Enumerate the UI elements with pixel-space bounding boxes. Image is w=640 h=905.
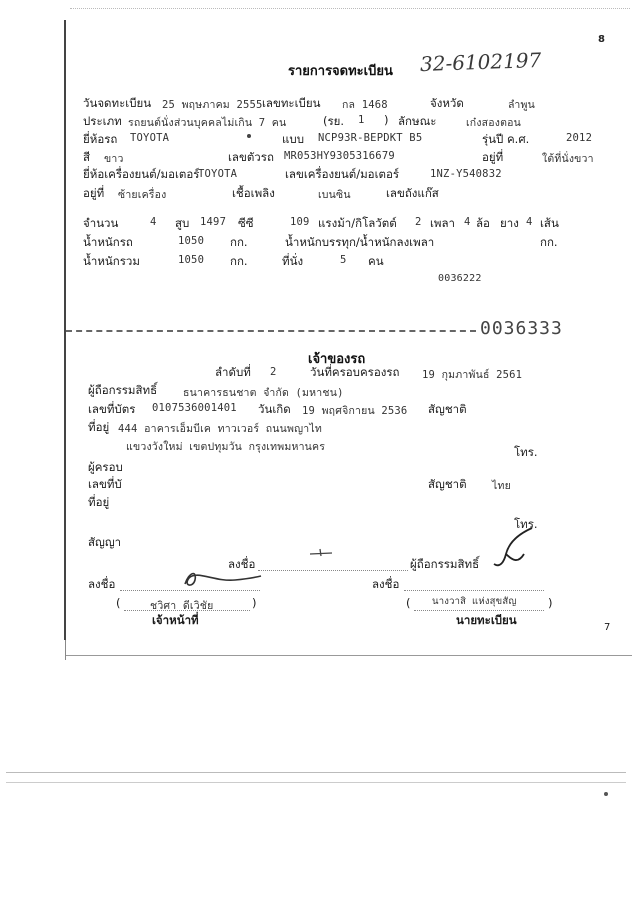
- wheel-label: ล้อ: [476, 216, 490, 230]
- holder-value: ธนาคารธนชาต จำกัด (มหาชน): [183, 387, 344, 399]
- sign-label-mid: ลงชื่อ: [228, 557, 256, 571]
- owner-title: เจ้าของรถ: [308, 352, 366, 367]
- holder-sign-label: ผู้ถือกรรมสิทธิ์: [410, 557, 480, 571]
- possessor-label: ผู้ครอบ: [88, 460, 123, 474]
- registrar-paren-close: ): [548, 596, 553, 610]
- contract-label: สัญญา: [88, 535, 122, 549]
- registrar-name-line: [414, 610, 544, 611]
- officer-paren-open: (: [116, 596, 121, 610]
- registrar-title: นายทะเบียน: [456, 613, 517, 627]
- engine-pos-value: ซ้ายเครื่อง: [118, 189, 167, 201]
- count-value: 4: [150, 216, 157, 228]
- speck-bottom: [604, 792, 608, 796]
- rs-label: (รย.: [323, 114, 345, 128]
- total-label: น้ำหนักรวม: [83, 254, 140, 268]
- date-label: วันจดทะเบียน: [83, 96, 152, 110]
- weight-value: 1050: [178, 235, 205, 247]
- sign-label-left2: ลงชื่อ: [88, 577, 116, 591]
- sign-label-right2: ลงชื่อ: [372, 577, 400, 591]
- address-line2: แขวงวังใหม่ เขตปทุมวัน กรุงเทพมหานคร: [126, 441, 326, 453]
- year-label: รุ่นปี ค.ศ.: [482, 132, 530, 146]
- section-divider: [66, 330, 476, 332]
- address2-label: ที่อยู่: [88, 495, 110, 509]
- mid-scribble: [308, 546, 338, 560]
- possessor-id-label: เลขที่บั: [88, 477, 122, 491]
- holder-signature: [488, 524, 538, 576]
- chassis-pos-label: อยู่ที่: [482, 150, 504, 164]
- total-unit: กก.: [230, 254, 248, 268]
- nationality2-value: ไทย: [492, 480, 511, 492]
- possession-label: วันที่ครอบครองรถ: [310, 365, 400, 379]
- officer-title: เจ้าหน้าที่: [152, 613, 199, 627]
- cyl-label: สูบ: [175, 216, 190, 230]
- lower-faint-line: [6, 772, 626, 773]
- color-label: สี: [83, 150, 91, 164]
- address-line1: 444 อาคารเอ็มบีเค ทาวเวอร์ ถนนพญาไท: [118, 423, 323, 435]
- page-number: 7: [604, 622, 611, 633]
- seq-label: ลำดับที่: [215, 365, 251, 379]
- nationality2-label: สัญชาติ: [428, 477, 467, 491]
- tire-label: ยาง: [500, 216, 519, 230]
- engine-no-value: 1NZ-Y540832: [430, 168, 502, 180]
- axle-value: 2: [415, 216, 422, 228]
- engine-pos-label: อยู่ที่: [83, 186, 105, 200]
- seat-unit: คน: [368, 254, 384, 268]
- total-value: 1050: [178, 254, 205, 266]
- seq-value: 2: [270, 366, 277, 378]
- rs-close: ): [384, 113, 389, 127]
- birth-label: วันเกิด: [258, 402, 291, 416]
- id-label: เลขที่บัตร: [88, 402, 136, 416]
- wheel-value: 4: [464, 216, 471, 228]
- engine-brand-label: ยี่ห้อเครื่องยนต์/มอเตอร์: [83, 167, 200, 181]
- plate-label: เลขทะเบียน: [262, 96, 321, 110]
- load-unit: กก.: [540, 235, 558, 249]
- type-label: ประเภท: [83, 114, 122, 128]
- load-label: น้ำหนักบรรทุก/น้ำหนักลงเพลา: [285, 235, 435, 249]
- tire-unit: เส้น: [540, 216, 559, 230]
- fuel-value: เบนซิน: [318, 189, 351, 201]
- color-value: ขาว: [104, 153, 124, 165]
- seat-label: ที่นั่ง: [282, 254, 304, 268]
- model-label: แบบ: [282, 132, 305, 146]
- engine-brand-value: TOYOTA: [198, 168, 238, 180]
- officer-paren-close: ): [252, 596, 257, 610]
- chassis-value: MR053HY9305316679: [284, 150, 395, 162]
- brand-label: ยี่ห้อรถ: [83, 132, 118, 146]
- birth-value: 19 พฤศจิกายน 2536: [302, 405, 408, 417]
- style-label: ลักษณะ: [398, 114, 437, 128]
- brand-value: TOYOTA: [130, 132, 170, 144]
- axle-label: เพลา: [430, 216, 456, 230]
- date-value: 25 พฤษภาคม 2555: [162, 99, 263, 111]
- weight-label: น้ำหนักรถ: [83, 235, 133, 249]
- tank-label: เลขถังแก๊ส: [386, 186, 439, 200]
- hp-label: แรงม้า/กิโลวัตต์: [318, 216, 397, 230]
- holder-label: ผู้ถือกรรมสิทธิ์: [88, 383, 158, 397]
- speck-dot: [247, 134, 251, 138]
- doc-number-stamp: 0036333: [480, 318, 563, 339]
- scan-artifact-top: [70, 8, 630, 9]
- bottom-rule: [66, 655, 632, 656]
- sign-line-right: [404, 590, 544, 591]
- province-label: จังหวัด: [430, 96, 464, 110]
- possession-value: 19 กุมภาพันธ์ 2561: [422, 369, 523, 381]
- registration-title: รายการจดทะเบียน: [288, 64, 393, 79]
- nationality-label: สัญชาติ: [428, 402, 467, 416]
- chassis-label: เลขตัวรถ: [228, 150, 274, 164]
- model-value: NCP93R-BEPDKT B5: [318, 132, 423, 144]
- officer-signature: [175, 562, 265, 592]
- hp-value: 109: [290, 216, 310, 228]
- doc-number: 0036222: [438, 273, 482, 284]
- count-label: จำนวน: [83, 216, 119, 230]
- tire-value: 4: [526, 216, 533, 228]
- tel2-label: โทร.: [514, 517, 538, 531]
- tel-label: โทร.: [514, 445, 538, 459]
- officer-name-line: [124, 610, 250, 611]
- type-value: รถยนต์นั่งส่วนบุคคลไม่เกิน 7 คน: [128, 117, 287, 129]
- sign-line-mid: [258, 570, 408, 571]
- officer-name: ชวิศา ดีเวิชัย: [150, 600, 214, 612]
- province-value: ลำพูน: [508, 99, 536, 111]
- chassis-pos-value: ใต้ที่นั่งขวา: [542, 153, 594, 165]
- seat-value: 5: [340, 254, 347, 266]
- rs-value: 1: [358, 114, 365, 126]
- plate-value: กล 1468: [342, 99, 388, 111]
- cc-label: ซีซี: [238, 216, 254, 230]
- fuel-label: เชื้อเพลิง: [232, 186, 275, 200]
- left-border-line-lower: [65, 640, 66, 660]
- registrar-name: นางวาสิ แห่งสุขสัญ: [432, 596, 517, 607]
- registrar-paren-open: (: [406, 596, 411, 610]
- year-value: 2012: [566, 132, 593, 144]
- style-value: เก๋งสองตอน: [466, 117, 522, 129]
- cc-value: 1497: [200, 216, 227, 228]
- weight-unit: กก.: [230, 235, 248, 249]
- handwritten-number: 32-6102197: [419, 47, 542, 77]
- engine-no-label: เลขเครื่องยนต์/มอเตอร์: [285, 167, 400, 181]
- id-value: 0107536001401: [152, 402, 237, 414]
- corner-mark: 8: [598, 34, 605, 45]
- address-label: ที่อยู่: [88, 420, 110, 434]
- lower-faint-line-2: [6, 782, 626, 783]
